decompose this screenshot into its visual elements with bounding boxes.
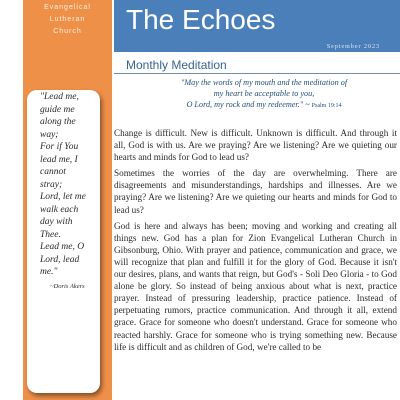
church-name-line: Lutheran	[49, 16, 86, 23]
church-name	[23, 2, 112, 38]
church-name-line: Church	[53, 28, 82, 35]
issue-date: September 2023	[326, 44, 380, 50]
article-paragraph: Sometimes the worries of the day are overwhelming. There are disagreements and misunderstandings, hardships and illnesses. Are we praying? Are we listening? Are we quieting our hearts and minds for God to lead us?	[114, 168, 397, 215]
quote-author: ~Doris Akers	[50, 282, 85, 290]
section-divider	[114, 73, 400, 74]
quote-line: Lord, lead	[40, 254, 80, 265]
church-name-line: Evangelical	[44, 4, 91, 11]
quote-line: me."	[40, 267, 58, 277]
quote-line: guide me	[40, 104, 75, 115]
scripture-line-text: O Lord, my rock and my redeemer."	[186, 100, 304, 109]
article-body	[114, 127, 397, 357]
sidebar-quote	[40, 91, 102, 293]
quote-line: along the	[40, 117, 76, 127]
scripture-line: my heart be acceptable to you,	[213, 89, 315, 98]
article-paragraph: Change is difficult. New is difficult. Unknown is difficult. And through it all, God is with us. Are we praying? Are we listening? Are we quieting our hearts and minds for God to lead us?	[114, 128, 397, 163]
newsletter-title: The Echoes	[126, 4, 276, 35]
section-title: Monthly Meditation	[126, 58, 227, 72]
quote-line: For if You	[40, 142, 79, 152]
quote-line: "Lead me,	[40, 92, 79, 102]
quote-line: day with	[40, 217, 73, 227]
quote-line: Thee.	[40, 229, 61, 240]
main-content	[114, 52, 400, 400]
quote-line: stray;	[40, 179, 63, 190]
scripture-reference: Psalm 19:14	[311, 103, 342, 109]
masthead	[114, 0, 400, 52]
article-paragraph: God is here and always has been; moving and working and creating all things new. God has a plan for Zion Evangelical Lutheran Church in Gibsonburg, Ohio. With prayer and patience, communication and grace, we will recognize that plan and fulfill it for the glory of God. Because it isn't our desires, plans, and wants that reign, but God's - Soli Deo Gloria - to God alone be glory. So instead of being anxious about what is next, practice prayer. Instead of pressuring leadership, practice patience. Instead of perpetuating rumors, practice communication. And through it all, extend grace. Grace for someone who doesn't understand. Grace for someone who reacted harshly. Grace for someone who is trying something new. Because life is difficult and as children of God, we're called to be	[114, 220, 397, 352]
scripture-line: O Lord, my rock and my redeemer." ~ Psalm 19:14	[186, 100, 342, 109]
quote-line: lead me, I	[40, 154, 78, 165]
scripture-line: "May the words of my mouth and the meditation of	[180, 78, 348, 87]
quote-line: cannot	[40, 167, 66, 177]
quote-line: walk each	[40, 204, 79, 215]
quote-line: way;	[40, 129, 59, 140]
scripture-quote	[144, 77, 384, 112]
quote-line: Lead me, O	[40, 242, 85, 252]
quote-line: Lord, let me	[40, 192, 86, 202]
